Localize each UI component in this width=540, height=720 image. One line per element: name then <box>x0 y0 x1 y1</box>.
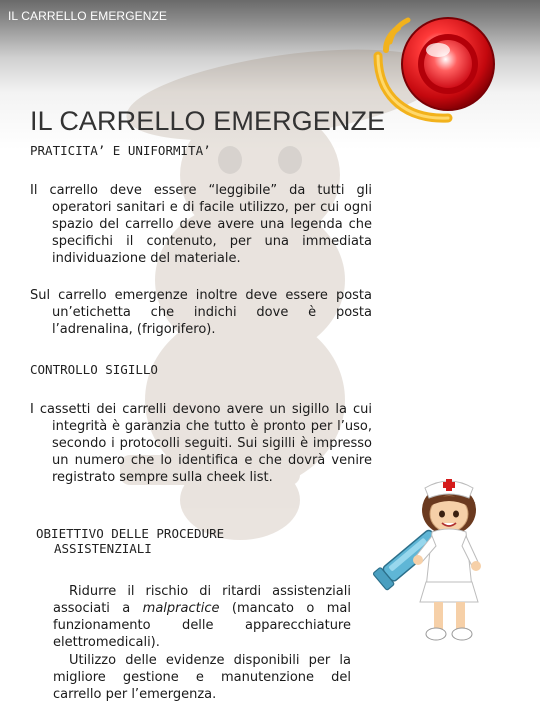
nurse-illustration <box>372 470 497 650</box>
page-title: IL CARRELLO EMERGENZE <box>30 106 386 136</box>
paragraph-evidenze: Utilizzo delle evidenze disponibili per la migliore gestione e manutenzione del carrello per l’emergenza. <box>53 653 351 702</box>
paragraph-rischio <box>53 583 351 651</box>
paragraph-sigillo: I cassetti dei carrelli devono avere un sigillo la cui integrità è garanzia che tutto è pronto per l’uso, secondo i protocolli seguiti. Sui sigilli è impresso un numero che lo identifica e che dovrà venire registrato sempre sulla cheek list. <box>30 402 372 485</box>
paragraph-rischio-italic: malpractice <box>142 601 220 616</box>
paragraph-leggibile: Il carrello deve essere “leggibile” da tutti gli operatori sanitari e di facile utilizzo, per cui ogni spazio del carrello deve avere una legenda che specifichi il contenuto, per una immediata individuazione del materiale. <box>30 183 372 266</box>
section-heading-praticita: PRATICITA’ E UNIFORMITA’ <box>30 143 211 158</box>
section-heading-obiettivo-line1: OBIETTIVO DELLE PROCEDURE <box>36 526 225 541</box>
section-heading-sigillo: CONTROLLO SIGILLO <box>30 362 158 377</box>
paragraph-adrenalina: Sul carrello emergenze inoltre deve essere posta un’etichetta che indichi dove è posta l’adrenalina, (frigorifero). <box>30 288 372 337</box>
paragraph-rischio-end: (mancato o mal funzionamento delle apparecchiature elettromedicali). <box>53 601 351 650</box>
section-heading-obiettivo <box>36 526 224 556</box>
alarm-bell-icon <box>368 8 508 148</box>
header-text: IL CARRELLO EMERGENZE <box>8 9 168 23</box>
paragraph-rischio-start: Ridurre il rischio di ritardi assistenziali associati a <box>53 584 351 616</box>
section-heading-obiettivo-line2: ASSISTENZIALI <box>54 541 152 556</box>
